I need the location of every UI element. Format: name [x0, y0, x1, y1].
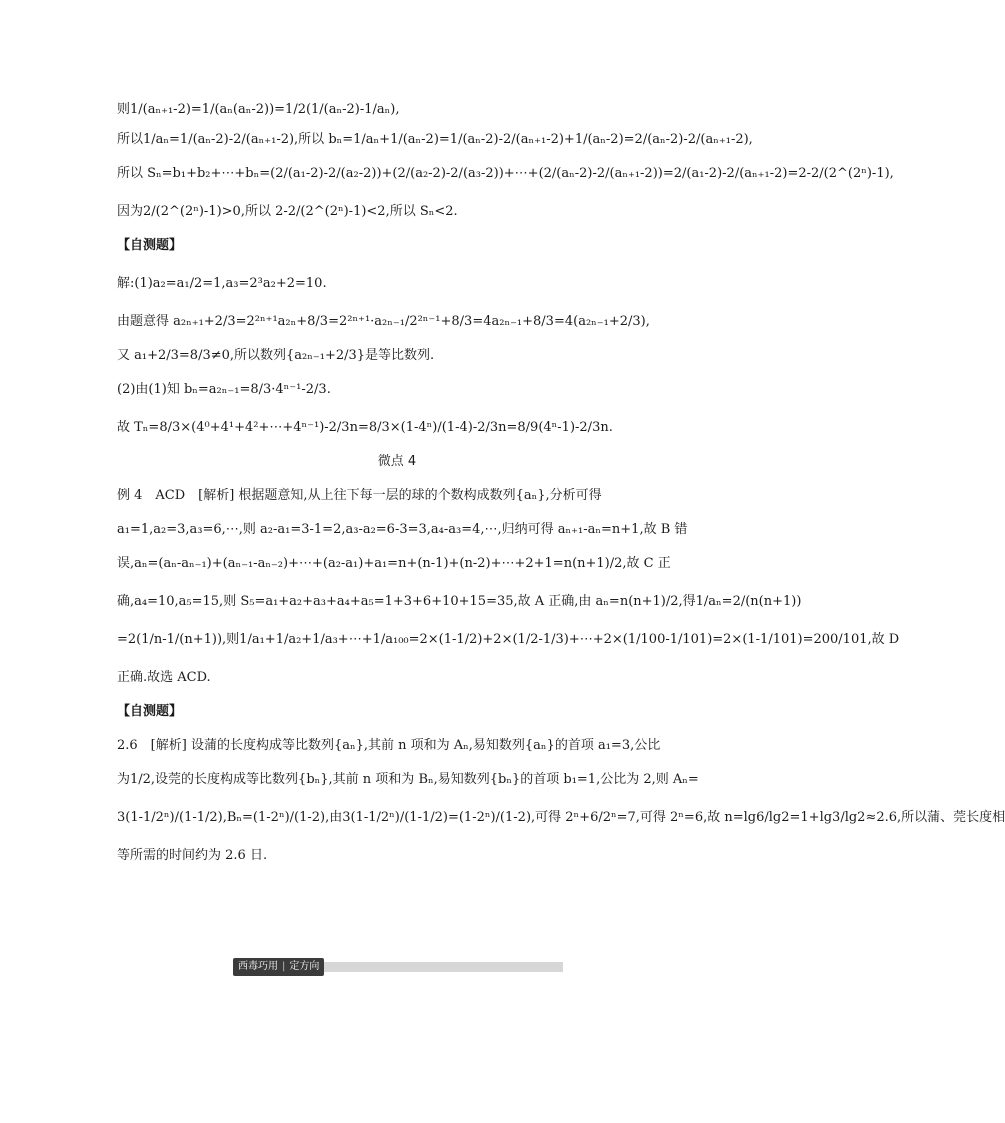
text-line: 例 4 ACD [解析] 根据题意知,从上往下每一层的球的个数构成数列{aₙ},分析可得	[117, 488, 602, 503]
text-line: 正确.故选 ACD.	[117, 670, 211, 685]
text-line: =2(1/n-1/(n+1)),则1/a₁+1/a₂+1/a₃+⋯+1/a₁₀₀=2×(1-1/2)+2×(1/2-1/3)+⋯+2×(1/100-1/101)=2×(1-1/101)=200/101,故 D	[117, 632, 900, 647]
footer-separator: |	[282, 961, 286, 972]
text-line: 等所需的时间约为 2.6 日.	[117, 848, 268, 863]
text-line: 所以1/aₙ=1/(aₙ-2)-2/(aₙ₊₁-2),所以 bₙ=1/aₙ+1/(aₙ-2)=1/(aₙ-2)-2/(aₙ₊₁-2)+1/(aₙ-2)=2/(aₙ-2)-2/(aₙ₊₁-2),	[117, 132, 753, 147]
subsection-title: 微点 4	[377, 454, 417, 469]
section-heading: 【自测题】	[117, 704, 183, 719]
text-line: 则1/(aₙ₊₁-2)=1/(aₙ(aₙ-2))=1/2(1/(aₙ-2)-1/aₙ),	[117, 102, 400, 117]
footer-badge	[233, 958, 324, 976]
text-line: 为1/2,设莞的长度构成等比数列{bₙ},其前 n 项和为 Bₙ,易知数列{bₙ}的首项 b₁=1,公比为 2,则 Aₙ=	[117, 772, 699, 787]
text-line: 故 Tₙ=8/3×(4⁰+4¹+4²+⋯+4ⁿ⁻¹)-2/3n=8/3×(1-4ⁿ)/(1-4)-2/3n=8/9(4ⁿ-1)-2/3n.	[117, 420, 613, 435]
text-line: 又 a₁+2/3=8/3≠0,所以数列{a₂ₙ₋₁+2/3}是等比数列.	[117, 348, 435, 363]
section-heading: 【自测题】	[117, 238, 183, 253]
text-line: 3(1-1/2ⁿ)/(1-1/2),Bₙ=(1-2ⁿ)/(1-2),由3(1-1/2ⁿ)/(1-1/2)=(1-2ⁿ)/(1-2),可得 2ⁿ+6/2ⁿ=7,可得 2ⁿ=6,故 n=lg6/lg2=1+lg3/lg2≈2.6,所以蒲、莞长度相	[117, 810, 1005, 825]
footer-badge-right: 定方向	[289, 961, 320, 972]
footer-badge-left: 西毒巧用	[238, 961, 278, 972]
text-line: 解:(1)a₂=a₁/2=1,a₃=2³a₂+2=10.	[117, 276, 327, 291]
text-line: 由题意得 a₂ₙ₊₁+2/3=2²ⁿ⁺¹a₂ₙ+8/3=2²ⁿ⁺¹·a₂ₙ₋₁/2²ⁿ⁻¹+8/3=4a₂ₙ₋₁+8/3=4(a₂ₙ₋₁+2/3),	[117, 314, 650, 329]
text-line: 2.6 [解析] 设蒲的长度构成等比数列{aₙ},其前 n 项和为 Aₙ,易知数列{aₙ}的首项 a₁=3,公比	[117, 738, 661, 753]
text-line: 所以 Sₙ=b₁+b₂+⋯+bₙ=(2/(a₁-2)-2/(a₂-2))+(2/(a₂-2)-2/(a₃-2))+⋯+(2/(aₙ-2)-2/(aₙ₊₁-2))=2/(a₁-2)-2/(aₙ₊₁-2)=2-2/(2^(2ⁿ)-1),	[117, 166, 894, 181]
text-line: a₁=1,a₂=3,a₃=6,⋯,则 a₂-a₁=3-1=2,a₃-a₂=6-3=3,a₄-a₃=4,⋯,归纳可得 aₙ₊₁-aₙ=n+1,故 B 错	[117, 522, 688, 537]
text-line: 确,a₄=10,a₅=15,则 S₅=a₁+a₂+a₃+a₄+a₅=1+3+6+10+15=35,故 A 正确,由 aₙ=n(n+1)/2,得1/aₙ=2/(n(n+1))	[117, 594, 802, 609]
solution-text	[117, 100, 1005, 866]
text-line: 因为2/(2^(2ⁿ)-1)>0,所以 2-2/(2^(2ⁿ)-1)<2,所以 Sₙ<2.	[117, 204, 458, 219]
text-line: (2)由(1)知 bₙ=a₂ₙ₋₁=8/3·4ⁿ⁻¹-2/3.	[117, 382, 331, 397]
text-line: 误,aₙ=(aₙ-aₙ₋₁)+(aₙ₋₁-aₙ₋₂)+⋯+(a₂-a₁)+a₁=n+(n-1)+(n-2)+⋯+2+1=n(n+1)/2,故 C 正	[117, 556, 671, 571]
